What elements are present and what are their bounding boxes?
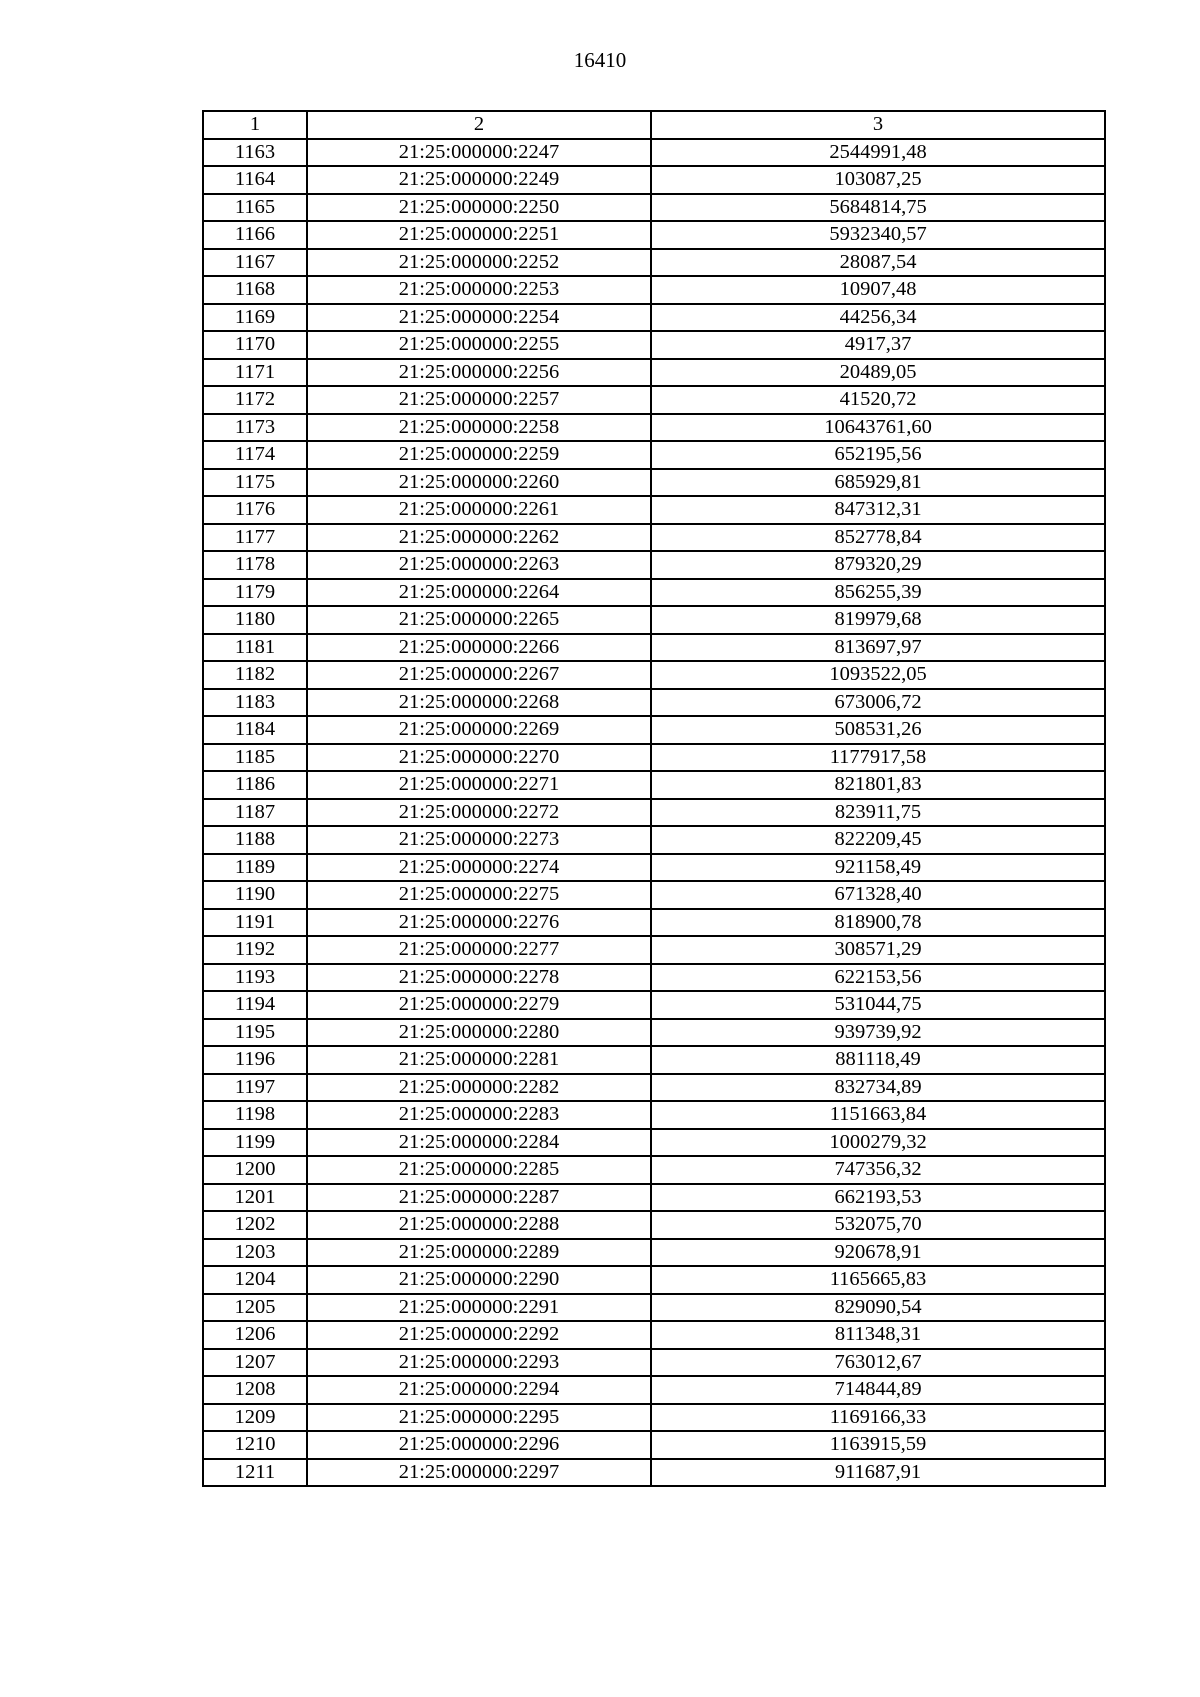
table-row: [203, 799, 1105, 827]
value-cell: 531044,75: [651, 991, 1105, 1019]
table-row: [203, 414, 1105, 442]
table-row: [203, 1239, 1105, 1267]
cadastral-number-cell: 21:25:000000:2250: [307, 194, 651, 222]
cadastral-number-cell: 21:25:000000:2283: [307, 1101, 651, 1129]
cadastral-number-cell: 21:25:000000:2249: [307, 166, 651, 194]
row-number-cell: 1209: [203, 1404, 307, 1432]
cadastral-number-cell: 21:25:000000:2279: [307, 991, 651, 1019]
value-cell: 20489,05: [651, 359, 1105, 387]
row-number-cell: 1197: [203, 1074, 307, 1102]
row-number-cell: 1203: [203, 1239, 307, 1267]
row-number-cell: 1207: [203, 1349, 307, 1377]
row-number-cell: 1191: [203, 909, 307, 937]
cadastral-number-cell: 21:25:000000:2255: [307, 331, 651, 359]
value-cell: 1169166,33: [651, 1404, 1105, 1432]
value-cell: 829090,54: [651, 1294, 1105, 1322]
table-row: [203, 1459, 1105, 1487]
table-row: [203, 689, 1105, 717]
column-header-3: 3: [651, 111, 1105, 139]
row-number-cell: 1178: [203, 551, 307, 579]
cadastral-number-cell: 21:25:000000:2291: [307, 1294, 651, 1322]
table-row: [203, 194, 1105, 222]
value-cell: 921158,49: [651, 854, 1105, 882]
value-cell: 4917,37: [651, 331, 1105, 359]
row-number-cell: 1208: [203, 1376, 307, 1404]
cadastral-number-cell: 21:25:000000:2277: [307, 936, 651, 964]
row-number-cell: 1192: [203, 936, 307, 964]
cadastral-number-cell: 21:25:000000:2287: [307, 1184, 651, 1212]
row-number-cell: 1185: [203, 744, 307, 772]
value-cell: 10907,48: [651, 276, 1105, 304]
row-number-cell: 1189: [203, 854, 307, 882]
row-number-cell: 1188: [203, 826, 307, 854]
value-cell: 811348,31: [651, 1321, 1105, 1349]
column-header-2: 2: [307, 111, 651, 139]
row-number-cell: 1184: [203, 716, 307, 744]
cadastral-number-cell: 21:25:000000:2266: [307, 634, 651, 662]
cadastral-number-cell: 21:25:000000:2256: [307, 359, 651, 387]
cadastral-number-cell: 21:25:000000:2278: [307, 964, 651, 992]
cadastral-number-cell: 21:25:000000:2267: [307, 661, 651, 689]
row-number-cell: 1179: [203, 579, 307, 607]
table-row: [203, 716, 1105, 744]
cadastral-number-cell: 21:25:000000:2259: [307, 441, 651, 469]
cadastral-number-cell: 21:25:000000:2253: [307, 276, 651, 304]
row-number-cell: 1166: [203, 221, 307, 249]
value-cell: 818900,78: [651, 909, 1105, 937]
table-row: [203, 1184, 1105, 1212]
table-row: [203, 1046, 1105, 1074]
table-row: [203, 249, 1105, 277]
table-row: [203, 634, 1105, 662]
value-cell: 881118,49: [651, 1046, 1105, 1074]
value-cell: 1163915,59: [651, 1431, 1105, 1459]
table-row: [203, 359, 1105, 387]
cadastral-number-cell: 21:25:000000:2288: [307, 1211, 651, 1239]
cadastral-number-cell: 21:25:000000:2282: [307, 1074, 651, 1102]
value-cell: 10643761,60: [651, 414, 1105, 442]
cadastral-number-cell: 21:25:000000:2247: [307, 139, 651, 167]
table-row: [203, 331, 1105, 359]
table-row: [203, 1156, 1105, 1184]
table-row: [203, 221, 1105, 249]
table-row: [203, 1101, 1105, 1129]
value-cell: 1165665,83: [651, 1266, 1105, 1294]
table-row: [203, 991, 1105, 1019]
row-number-cell: 1182: [203, 661, 307, 689]
table-row: [203, 771, 1105, 799]
cadastral-number-cell: 21:25:000000:2272: [307, 799, 651, 827]
cadastral-number-cell: 21:25:000000:2292: [307, 1321, 651, 1349]
row-number-cell: 1171: [203, 359, 307, 387]
row-number-cell: 1200: [203, 1156, 307, 1184]
row-number-cell: 1196: [203, 1046, 307, 1074]
row-number-cell: 1206: [203, 1321, 307, 1349]
table-row: [203, 386, 1105, 414]
row-number-cell: 1163: [203, 139, 307, 167]
table-row: [203, 166, 1105, 194]
row-number-cell: 1201: [203, 1184, 307, 1212]
table-row: [203, 441, 1105, 469]
header-row: [203, 111, 1105, 139]
row-number-cell: 1169: [203, 304, 307, 332]
table-row: [203, 469, 1105, 497]
value-cell: 44256,34: [651, 304, 1105, 332]
row-number-cell: 1172: [203, 386, 307, 414]
table-row: [203, 964, 1105, 992]
row-number-cell: 1194: [203, 991, 307, 1019]
row-number-cell: 1164: [203, 166, 307, 194]
table-row: [203, 1431, 1105, 1459]
table-row: [203, 1321, 1105, 1349]
row-number-cell: 1174: [203, 441, 307, 469]
row-number-cell: 1168: [203, 276, 307, 304]
table-row: [203, 826, 1105, 854]
value-cell: 308571,29: [651, 936, 1105, 964]
row-number-cell: 1167: [203, 249, 307, 277]
cadastral-number-cell: 21:25:000000:2263: [307, 551, 651, 579]
value-cell: 714844,89: [651, 1376, 1105, 1404]
row-number-cell: 1183: [203, 689, 307, 717]
cadastral-number-cell: 21:25:000000:2289: [307, 1239, 651, 1267]
value-cell: 622153,56: [651, 964, 1105, 992]
table-row: [203, 1376, 1105, 1404]
table-row: [203, 1019, 1105, 1047]
value-cell: 1177917,58: [651, 744, 1105, 772]
table-row: [203, 1349, 1105, 1377]
row-number-cell: 1181: [203, 634, 307, 662]
column-header-1: 1: [203, 111, 307, 139]
value-cell: 939739,92: [651, 1019, 1105, 1047]
cadastral-number-cell: 21:25:000000:2269: [307, 716, 651, 744]
table-row: [203, 1294, 1105, 1322]
cadastral-number-cell: 21:25:000000:2264: [307, 579, 651, 607]
row-number-cell: 1211: [203, 1459, 307, 1487]
value-cell: 685929,81: [651, 469, 1105, 497]
row-number-cell: 1176: [203, 496, 307, 524]
value-cell: 673006,72: [651, 689, 1105, 717]
row-number-cell: 1195: [203, 1019, 307, 1047]
cadastral-number-cell: 21:25:000000:2265: [307, 606, 651, 634]
value-cell: 28087,54: [651, 249, 1105, 277]
cadastral-number-cell: 21:25:000000:2251: [307, 221, 651, 249]
cadastral-number-cell: 21:25:000000:2290: [307, 1266, 651, 1294]
table-row: [203, 139, 1105, 167]
cadastral-number-cell: 21:25:000000:2262: [307, 524, 651, 552]
row-number-cell: 1190: [203, 881, 307, 909]
value-cell: 847312,31: [651, 496, 1105, 524]
table-row: [203, 744, 1105, 772]
value-cell: 1000279,32: [651, 1129, 1105, 1157]
row-number-cell: 1204: [203, 1266, 307, 1294]
table-row: [203, 606, 1105, 634]
table-body: [203, 139, 1105, 1487]
table-row: [203, 579, 1105, 607]
value-cell: 652195,56: [651, 441, 1105, 469]
cadastral-number-cell: 21:25:000000:2258: [307, 414, 651, 442]
cadastral-number-cell: 21:25:000000:2270: [307, 744, 651, 772]
page-number: 16410: [573, 48, 627, 72]
table-row: [203, 936, 1105, 964]
cadastral-number-cell: 21:25:000000:2260: [307, 469, 651, 497]
data-table: [202, 110, 1106, 1487]
table-row: [203, 304, 1105, 332]
row-number-cell: 1173: [203, 414, 307, 442]
row-number-cell: 1210: [203, 1431, 307, 1459]
value-cell: 41520,72: [651, 386, 1105, 414]
cadastral-number-cell: 21:25:000000:2284: [307, 1129, 651, 1157]
row-number-cell: 1205: [203, 1294, 307, 1322]
cadastral-number-cell: 21:25:000000:2296: [307, 1431, 651, 1459]
row-number-cell: 1187: [203, 799, 307, 827]
cadastral-number-cell: 21:25:000000:2254: [307, 304, 651, 332]
cadastral-number-cell: 21:25:000000:2273: [307, 826, 651, 854]
value-cell: 852778,84: [651, 524, 1105, 552]
value-cell: 1151663,84: [651, 1101, 1105, 1129]
cadastral-number-cell: 21:25:000000:2261: [307, 496, 651, 524]
value-cell: 763012,67: [651, 1349, 1105, 1377]
row-number-cell: 1186: [203, 771, 307, 799]
cadastral-number-cell: 21:25:000000:2257: [307, 386, 651, 414]
table-row: [203, 661, 1105, 689]
cadastral-number-cell: 21:25:000000:2252: [307, 249, 651, 277]
value-cell: 821801,83: [651, 771, 1105, 799]
value-cell: 103087,25: [651, 166, 1105, 194]
value-cell: 823911,75: [651, 799, 1105, 827]
value-cell: 832734,89: [651, 1074, 1105, 1102]
value-cell: 879320,29: [651, 551, 1105, 579]
table-row: [203, 854, 1105, 882]
cadastral-number-cell: 21:25:000000:2274: [307, 854, 651, 882]
table-row: [203, 909, 1105, 937]
table-row: [203, 1404, 1105, 1432]
value-cell: 1093522,05: [651, 661, 1105, 689]
row-number-cell: 1180: [203, 606, 307, 634]
value-cell: 813697,97: [651, 634, 1105, 662]
table-row: [203, 551, 1105, 579]
table-row: [203, 1211, 1105, 1239]
row-number-cell: 1193: [203, 964, 307, 992]
cadastral-number-cell: 21:25:000000:2280: [307, 1019, 651, 1047]
cadastral-number-cell: 21:25:000000:2294: [307, 1376, 651, 1404]
table-row: [203, 1129, 1105, 1157]
cadastral-number-cell: 21:25:000000:2281: [307, 1046, 651, 1074]
row-number-cell: 1170: [203, 331, 307, 359]
value-cell: 822209,45: [651, 826, 1105, 854]
table-row: [203, 1266, 1105, 1294]
table-row: [203, 1074, 1105, 1102]
row-number-cell: 1199: [203, 1129, 307, 1157]
table-header: [203, 111, 1105, 139]
value-cell: 5932340,57: [651, 221, 1105, 249]
table-row: [203, 524, 1105, 552]
value-cell: 920678,91: [651, 1239, 1105, 1267]
cadastral-number-cell: 21:25:000000:2295: [307, 1404, 651, 1432]
table-row: [203, 881, 1105, 909]
cadastral-number-cell: 21:25:000000:2268: [307, 689, 651, 717]
cadastral-number-cell: 21:25:000000:2271: [307, 771, 651, 799]
value-cell: 2544991,48: [651, 139, 1105, 167]
table-row: [203, 496, 1105, 524]
value-cell: 532075,70: [651, 1211, 1105, 1239]
row-number-cell: 1165: [203, 194, 307, 222]
value-cell: 662193,53: [651, 1184, 1105, 1212]
value-cell: 911687,91: [651, 1459, 1105, 1487]
row-number-cell: 1198: [203, 1101, 307, 1129]
cadastral-number-cell: 21:25:000000:2297: [307, 1459, 651, 1487]
value-cell: 508531,26: [651, 716, 1105, 744]
value-cell: 856255,39: [651, 579, 1105, 607]
value-cell: 671328,40: [651, 881, 1105, 909]
cadastral-number-cell: 21:25:000000:2275: [307, 881, 651, 909]
value-cell: 747356,32: [651, 1156, 1105, 1184]
row-number-cell: 1202: [203, 1211, 307, 1239]
table-row: [203, 276, 1105, 304]
value-cell: 819979,68: [651, 606, 1105, 634]
value-cell: 5684814,75: [651, 194, 1105, 222]
cadastral-number-cell: 21:25:000000:2293: [307, 1349, 651, 1377]
cadastral-number-cell: 21:25:000000:2285: [307, 1156, 651, 1184]
row-number-cell: 1175: [203, 469, 307, 497]
row-number-cell: 1177: [203, 524, 307, 552]
cadastral-number-cell: 21:25:000000:2276: [307, 909, 651, 937]
